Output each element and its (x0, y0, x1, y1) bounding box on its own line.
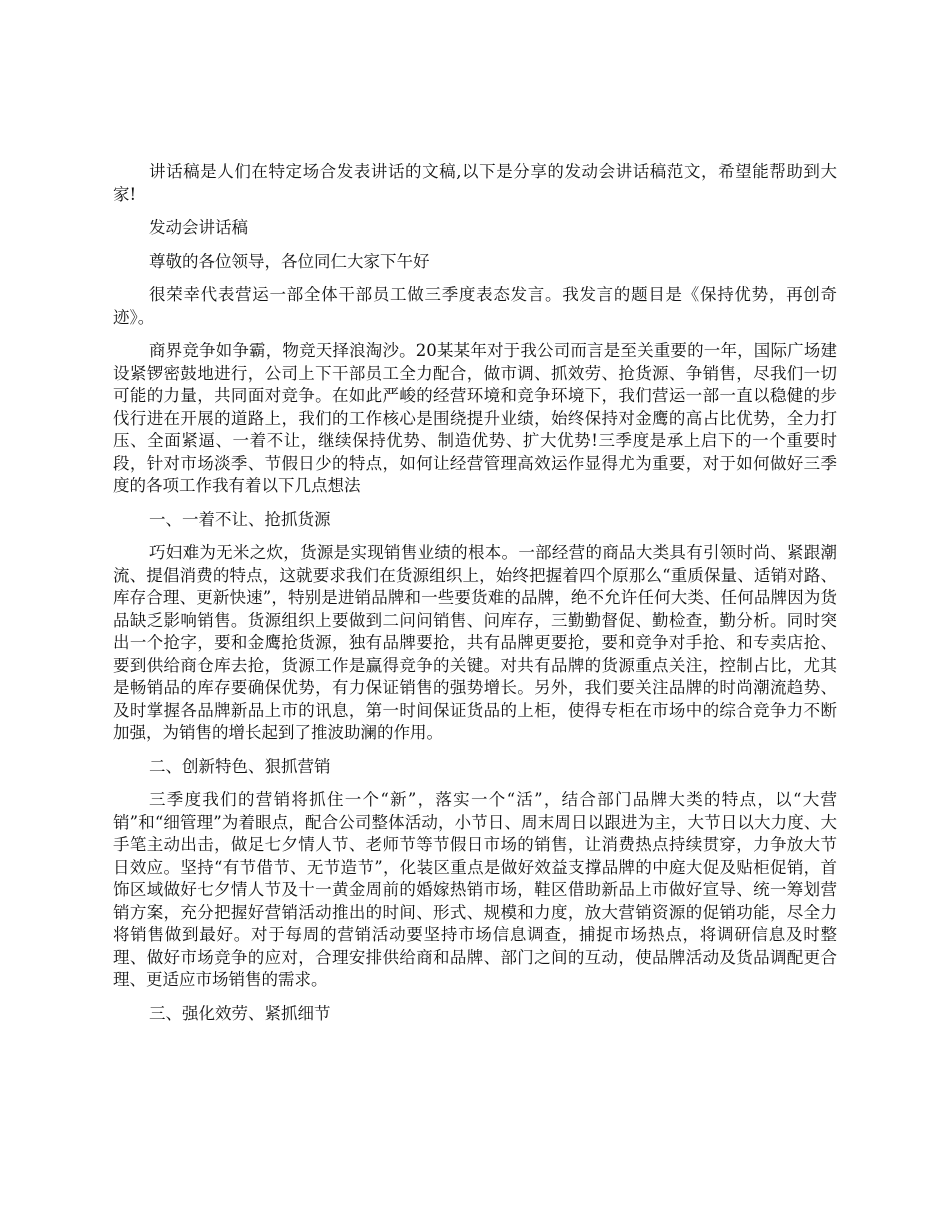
section-2-paragraph: 三季度我们的营销将抓住一个“新”，落实一个“活”，结合部门品牌大类的特点，以“大营销”和“细管理”为着眼点，配合公司整体活动，小节日、周末周日以跟进为主，大节日以大力度、大手笔主动出击，做足七夕情人节、老师节等节假日市场的销售，让消费热点持续贯穿，力争放大节日效应。坚持“有节借节、无节造节”，化装区重点是做好效益支撑品牌的中庭大促及贴柜促销，首饰区域做好七夕情人节及十一黄金周前的婚嫁热销市场，鞋区借助新品上市做好宣导、统一筹划营销方案，充分把握好营销活动推出的时间、形式、规模和力度，放大营销资源的促销功能，尽全力将销售做到最好。对于每周的营销活动要坚持市场信息调查，捕捉市场热点，将调研信息及时整理、做好市场竞争的应对，合理安排供给商和品牌、部门之间的互动，使品牌活动及货品调配更合理、更适应市场销售的需求。 (113, 790, 837, 989)
document-body (113, 161, 837, 1036)
greeting-paragraph: 尊敬的各位领导，各位同仁大家下午好 (149, 251, 430, 271)
section-1-paragraph: 巧妇难为无米之炊，货源是实现销售业绩的根本。一部经营的商品大类具有引领时尚、紧跟潮流、提倡消费的特点，这就要求我们在货源组织上，始终把握着四个原那么“重质保量、适销对路、库存合理、更新快速”，特别是进销品牌和一些要货难的品牌，绝不允许任何大类、任何品牌因为货品缺乏影响销售。货源组织上要做到二问问销售、问库存，三勤勤督促、勤检查，勤分析。同时突出一个抢字，要和金鹰抢货源，独有品牌要抢，共有品牌更要抢，要和竞争对手抢、和专卖店抢、要到供给商仓库去抢，货源工作是赢得竞争的关键。对共有品牌的货源重点关注，控制占比，尤其是畅销品的库存要确保优势，有力保证销售的强势增长。另外，我们要关注品牌的时尚潮流趋势、及时掌握各品牌新品上市的讯息，第一时间保证货品的上柜，使得专柜在市场中的综合竞争力不断加强，为销售的增长起到了推波助澜的作用。 (113, 543, 837, 742)
document-title: 发动会讲话稿 (149, 218, 248, 237)
section-heading-3: 三、强化效劳、紧抓细节 (149, 1003, 331, 1023)
context-paragraph: 商界竞争如争霸，物竞天择浪淘沙。20某某年对于我公司而言是至关重要的一年，国际广场建设紧锣密鼓地进行，公司上下干部员工全力配合，做市调、抓效劳、抢货源、争销售，尽我们一切可能的力量，共同面对竞争。在如此严峻的经营环境和竞争环境下，我们营运一部一直以稳健的步伐行进在开展的道路上，我们的工作核心是围绕提升业绩，始终保持对金鹰的高占比优势，全力打压、全面紧逼、一着不让，继续保持优势、制造优势、扩大优势!三季度是承上启下的一个重要时段，针对市场淡季、节假日少的特点，如何让经营管理高效运作显得尤为重要，对于如何做好三季度的各项工作我有着以下几点想法 (113, 341, 837, 495)
opening-paragraph: 很荣幸代表营运一部全体干部员工做三季度表态发言。我发言的题目是《保持优势，再创奇迹》。 (113, 285, 837, 327)
section-heading-1: 一、一着不让、抢抓货源 (149, 509, 331, 529)
intro-paragraph: 讲话稿是人们在特定场合发表讲话的文稿,以下是分享的发动会讲话稿范文，希望能帮助到大家! (113, 162, 837, 204)
section-heading-2: 二、创新特色、狠抓营销 (149, 756, 331, 776)
